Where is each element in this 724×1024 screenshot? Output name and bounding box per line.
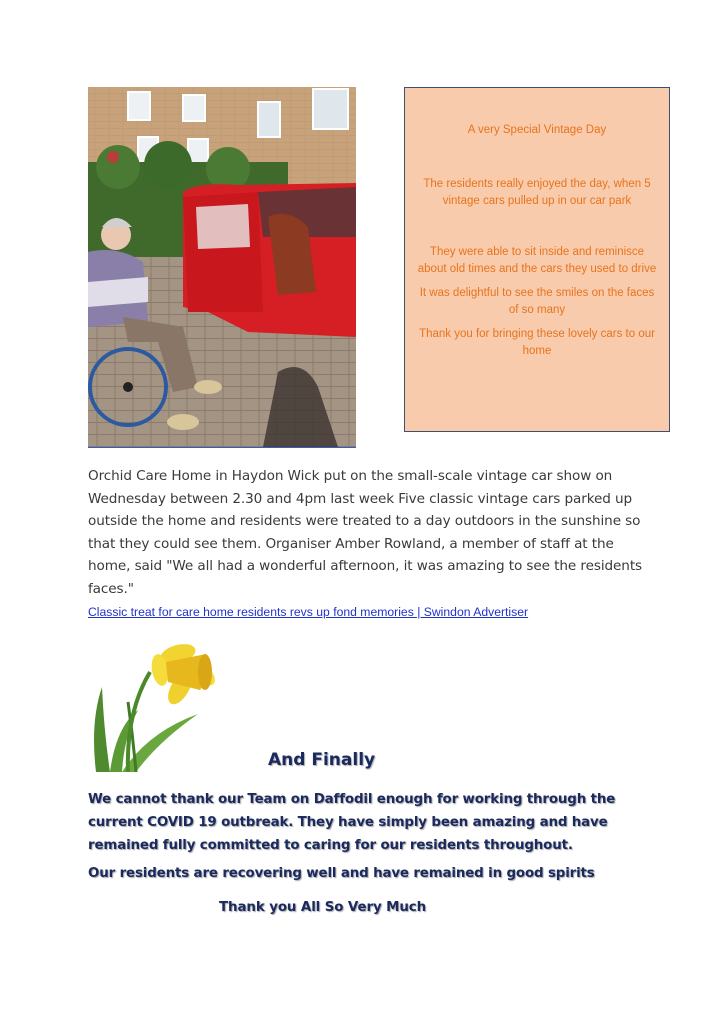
callout-paragraph: Thank you for bringing these lovely cars to our home [419,328,655,357]
recovery-message: Our residents are recovering well and have remained in good spirits [88,866,595,881]
callout-paragraph: The residents really enjoyed the day, when 5 vintage cars pulled up in our car park [423,178,651,207]
callout-paragraph: It was delightful to see the smiles on the faces of so many [419,287,655,316]
source-article-link[interactable]: Classic treat for care home residents revs up fond memories | Swindon Advertiser [88,605,529,619]
team-message: We cannot thank our Team on Daffodil enough for working through the current COVID 19 outbreak. They have simply been amazing and have remained fully committed to caring for our residents throughout. [88,792,616,853]
article-body: Orchid Care Home in Haydon Wick put on the small-scale vintage car show on Wednesday between 2.30 and 4pm last week Five classic vintage cars parked up outside the home and residents were treated to a day outdoors in the sunshine so that they could see them. Organiser Amber Rowland, a member of staff at the home, said "We all had a wonderful afternoon, it was amazing to see the residents faces." [88,468,643,597]
closing-heading: And Finally [268,750,376,770]
vintage-day-callout [404,87,670,432]
callout-title: A very Special Vintage Day [467,124,607,136]
thanks-message: Thank you All So Very Much [219,900,427,915]
daffodil-icon [88,632,228,772]
vintage-car-photo [88,87,356,448]
callout-paragraph: They were able to sit inside and reminisce about old times and the cars they used to drive [417,246,657,275]
